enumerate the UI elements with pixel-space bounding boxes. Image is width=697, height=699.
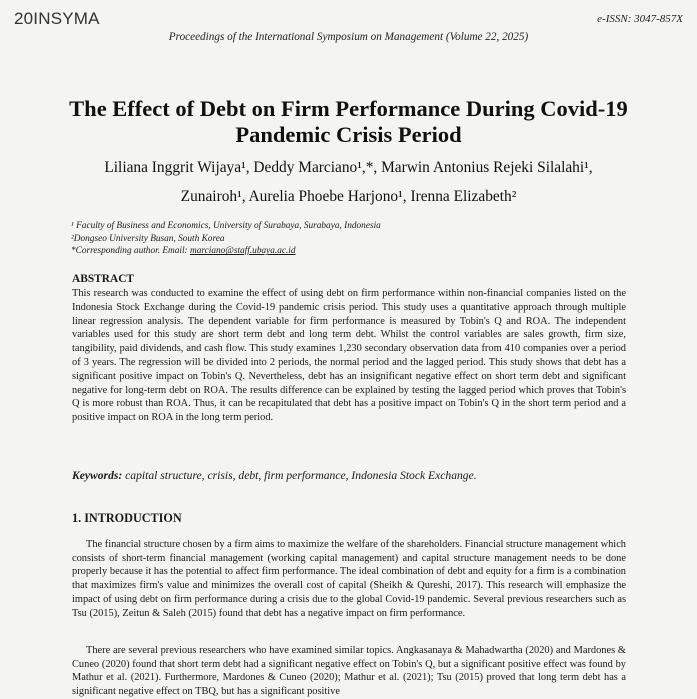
conference-logo: 20INSYMA xyxy=(14,9,100,28)
corresponding-email-link[interactable]: marciano@staff.ubaya.ac.id xyxy=(189,246,296,257)
issn-label: e-ISSN: 3047-857X xyxy=(597,13,683,25)
introduction-paragraph-1: The financial structure chosen by a firm aims to maximize the welfare of the shareholders. Financial structure management which consists of short-term financial management (working capital management) and capital structure management needs to be done properly because it has the potential to affect firm performance. The ideal combination of debt and equity for a firm is a combination that maximizes firm's value and minimizes the overall cost of capital (Sheikh & Qureshi, 2017). This research will emphasize the impact of using debt on firm performance during a crisis due to the global Covid-19 pandemic. Several previous researchers such as Tsu (2015), Zeitun & Saleh (2015) found that debt has a negative impact on firm performance. xyxy=(72,539,626,619)
keywords-label: Keywords: xyxy=(72,469,123,482)
corresponding-author xyxy=(71,245,631,258)
author-list xyxy=(60,153,637,211)
keywords-text: capital structure, crisis, debt, firm performance, Indonesia Stock Exchange. xyxy=(122,469,477,482)
author-line-1: Liliana Inggrit Wijaya¹, Deddy Marciano¹,*, Marwin Antonius Rejeki Silalahi¹, xyxy=(104,159,593,176)
affiliation-1: ¹ Faculty of Business and Economics, University of Surabaya, Surabaya, Indonesia xyxy=(71,221,381,231)
keywords xyxy=(72,469,628,482)
introduction-paragraph-2: There are several previous researchers who have examined similar topics. Angkasanaya & Mahadwartha (2020) and Mardones & Cuneo (2020) found that short term debt had a significant negative effect on Tobin's Q, but a significant positive effect was found by Mathur et al. (2021). Furthermore, Mardones & Cuneo (2020); Mathur et al. (2021); Tsu (2015) proved that long term debt has a significant negative effect on TBQ, but has a significant positive xyxy=(72,645,626,698)
introduction-heading: 1. INTRODUCTION xyxy=(72,511,182,525)
affiliation-2: ²Dongseo University Busan, South Korea xyxy=(71,233,225,244)
author-line-2: Zunairoh¹, Aurelia Phoebe Harjono¹, Irenna Elizabeth² xyxy=(180,188,517,205)
corresponding-label: *Corresponding author. Email: xyxy=(71,246,190,257)
paper-title: The Effect of Debt on Firm Performance During Covid-19 Pandemic Crisis Period xyxy=(69,96,628,147)
proceedings-header: Proceedings of the International Symposium on Management (Volume 22, 2025) xyxy=(168,31,529,43)
abstract-heading: ABSTRACT xyxy=(72,273,135,285)
affiliations xyxy=(71,220,631,258)
abstract-body: This research was conducted to examine the effect of using debt on firm performance within non-financial companies listed on the Indonesia Stock Exchange during the Covid-19 pandemic crisis period. This study uses a quantitative approach through multiple linear regression analysis. The dependent variable for firm performance is measured by Tobin's Q and ROA. The independent variables used for this study are short term debt and long term debt. Whilst the control variables are sales growth, firm size, tangibility, paid dividends, and cash flow. This study examines 1,230 secondary observation data from 410 companies over a period of 3 years. The regression will be divided into 2 periods, the normal period and the lagged period. This study shows that debt has a significant positive impact on Tobin's Q. Nevertheless, debt has an insignificant negative effect on short term debt and significant negative for long-term debt on ROA. The results difference can be explained by testing the lagged period which proves that Tobin's Q is more robust than ROA. Thus, it can be recapitulated that debt has a positive impact on Tobin's Q in the short term period and a positive impact on ROA in the long term period. xyxy=(72,288,626,424)
